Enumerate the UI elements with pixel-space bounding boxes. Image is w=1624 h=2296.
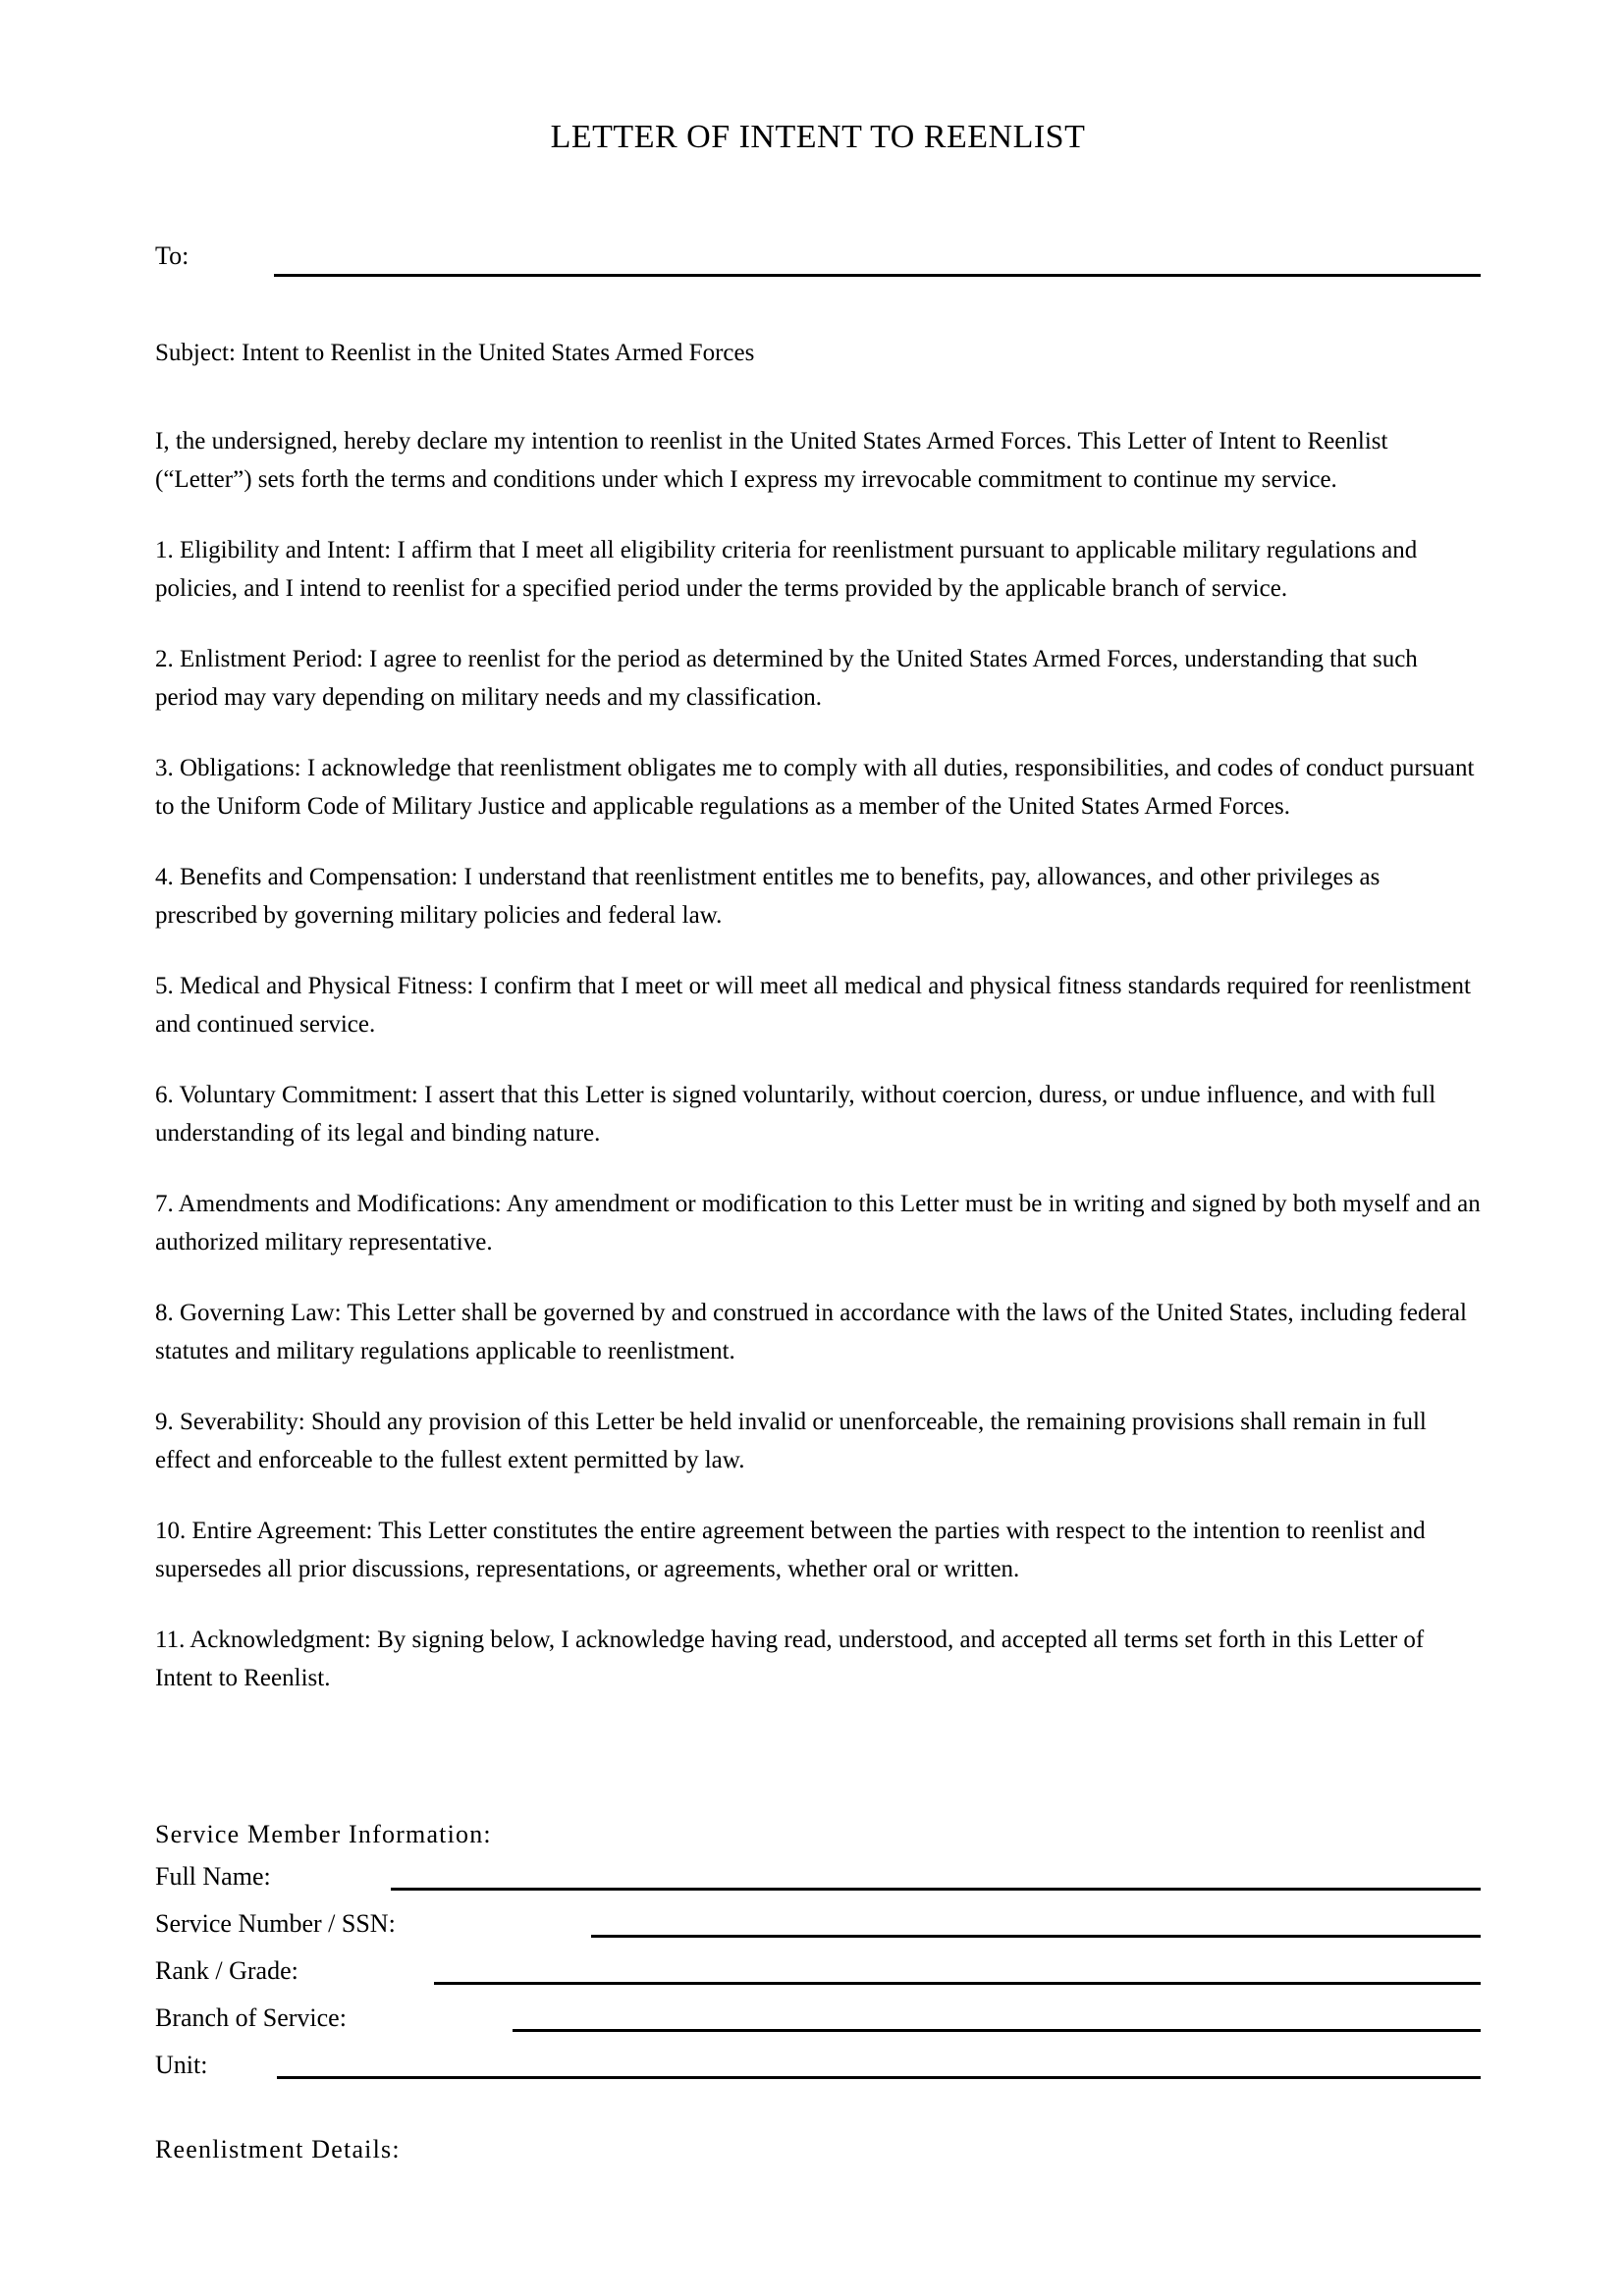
clause-1-eligibility: 1. Eligibility and Intent: I affirm that I meet all eligibility criteria for reenlistment pursuant to applicable military regulations and policies, and I intend to reenlist for a specified period under the terms provided by the applicable branch of service. bbox=[155, 537, 1418, 602]
unit-label: Unit: bbox=[155, 2051, 208, 2079]
branch-of-service-blank-line[interactable] bbox=[513, 1995, 1481, 2032]
full-name-label: Full Name: bbox=[155, 1862, 271, 1891]
field-row-full-name bbox=[155, 1853, 1481, 1900]
to-field bbox=[155, 236, 1481, 277]
full-name-blank-line[interactable] bbox=[391, 1853, 1481, 1891]
field-row-unit bbox=[155, 2042, 1481, 2089]
clause-5-medical-fitness: 5. Medical and Physical Fitness: I confirm that I meet or will meet all medical and physical fitness standards required for reenlistment and continued service. bbox=[155, 973, 1471, 1038]
field-row-branch-of-service bbox=[155, 1995, 1481, 2042]
to-label: To: bbox=[155, 241, 189, 270]
reenlistment-details-heading: Reenlistment Details: bbox=[155, 2135, 401, 2163]
clause-11-acknowledgment: 11. Acknowledgment: By signing below, I acknowledge having read, understood, and accepted all terms set forth in this Letter of Intent to Reenlist. bbox=[155, 1627, 1425, 1691]
field-row-service-number bbox=[155, 1900, 1481, 1948]
clause-2-enlistment-period: 2. Enlistment Period: I agree to reenlist for the period as determined by the United States Armed Forces, understanding that such period may vary depending on military needs and my classification. bbox=[155, 646, 1418, 711]
clause-10-entire-agreement: 10. Entire Agreement: This Letter constitutes the entire agreement between the parties with respect to the intention to reenlist and supersedes all prior discussions, representations, or agreements, whether oral or written. bbox=[155, 1518, 1426, 1582]
clause-3-obligations: 3. Obligations: I acknowledge that reenlistment obligates me to comply with all duties, responsibilities, and codes of conduct pursuant to the Uniform Code of Military Justice and applicable regulations as a member of the United States Armed Forces. bbox=[155, 755, 1475, 820]
clause-8-governing-law: 8. Governing Law: This Letter shall be governed by and construed in accordance with the laws of the United States, including federal statutes and military regulations applicable to reenlistment. bbox=[155, 1300, 1467, 1364]
unit-blank-line[interactable] bbox=[277, 2042, 1481, 2079]
field-row-rank-grade bbox=[155, 1948, 1481, 1995]
subject-line: Subject: Intent to Reenlist in the United States Armed Forces bbox=[155, 340, 755, 366]
page-title: LETTER OF INTENT TO REENLIST bbox=[550, 119, 1086, 155]
branch-of-service-label: Branch of Service: bbox=[155, 2003, 347, 2032]
service-number-label: Service Number / SSN: bbox=[155, 1909, 396, 1938]
intro-paragraph: I, the undersigned, hereby declare my intention to reenlist in the United States Armed Forces. This Letter of Intent to Reenlist (“Letter”) sets forth the terms and conditions under which I express my irrevocable commitment to continue my service. bbox=[155, 428, 1388, 493]
service-member-info-heading: Service Member Information: bbox=[155, 1820, 492, 1848]
clause-9-severability: 9. Severability: Should any provision of this Letter be held invalid or unenforceable, the remaining provisions shall remain in full effect and enforceable to the fullest extent permitted by law. bbox=[155, 1409, 1427, 1473]
clause-6-voluntary-commitment: 6. Voluntary Commitment: I assert that this Letter is signed voluntarily, without coercion, duress, or undue influence, and with full understanding of its legal and binding nature. bbox=[155, 1082, 1436, 1147]
rank-grade-blank-line[interactable] bbox=[434, 1948, 1481, 1985]
to-blank-line[interactable] bbox=[274, 236, 1481, 277]
rank-grade-label: Rank / Grade: bbox=[155, 1956, 298, 1985]
clause-7-amendments: 7. Amendments and Modifications: Any amendment or modification to this Letter must be in writing and signed by both myself and an authorized military representative. bbox=[155, 1191, 1481, 1255]
clause-4-benefits: 4. Benefits and Compensation: I understand that reenlistment entitles me to benefits, pay, allowances, and other privileges as prescribed by governing military policies and federal law. bbox=[155, 864, 1380, 929]
service-member-fields bbox=[155, 1853, 1481, 2089]
service-number-blank-line[interactable] bbox=[591, 1900, 1481, 1938]
